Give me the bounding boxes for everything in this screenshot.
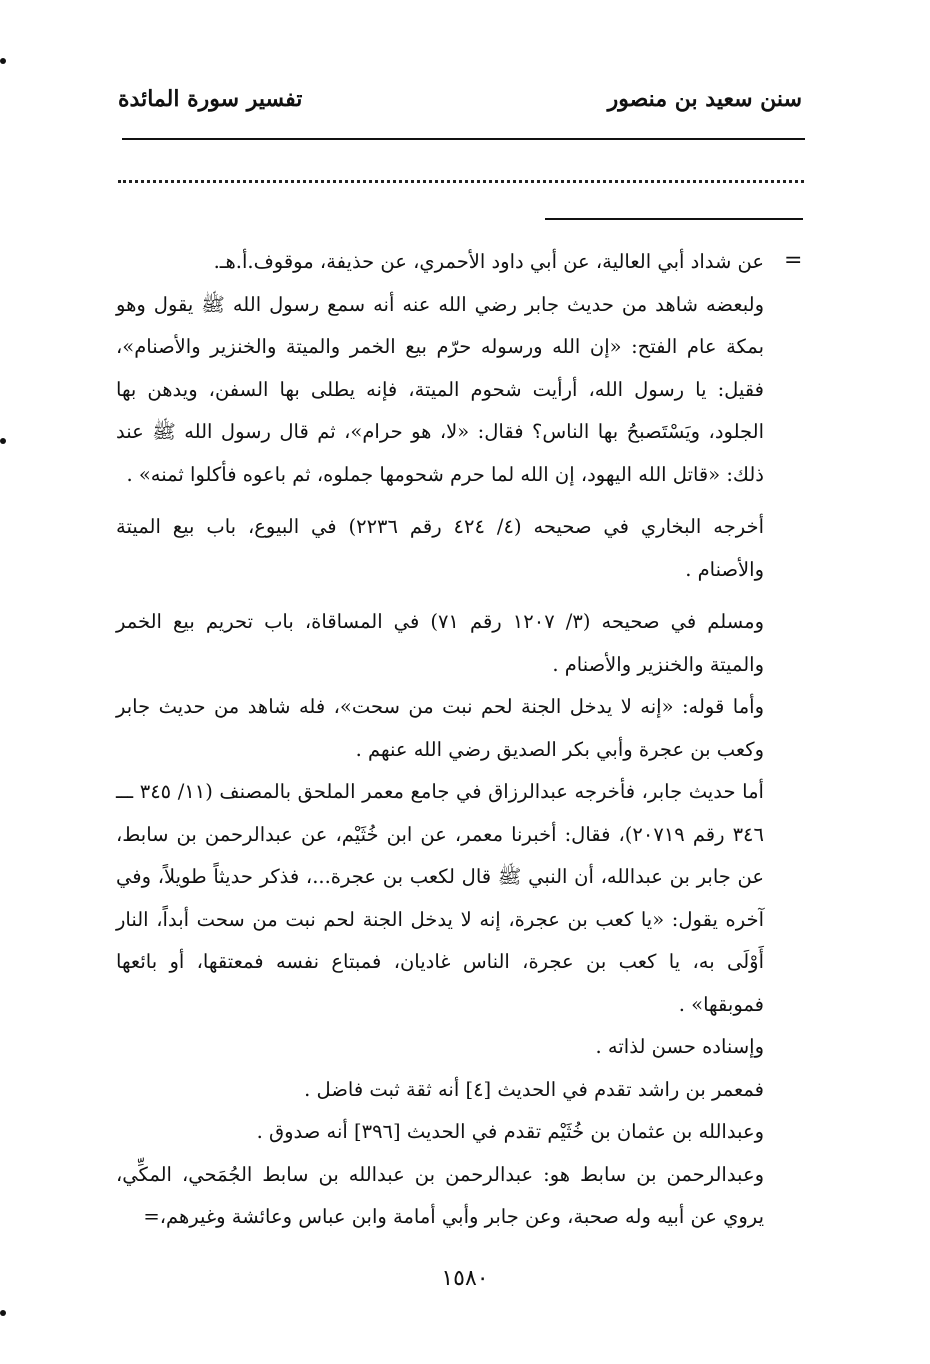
paragraph: وأما قوله: «إنه لا يدخل الجنة لحم نبت من سحت»، فله شاهد من حديث جابر وكعب بن عجرة وأبي بكر الصديق رضي الله عنهم .: [116, 695, 764, 761]
paragraph: وإسناده حسن لذاته .: [595, 1035, 764, 1058]
paragraph: فمعمر بن راشد تقدم في الحديث [٤] أنه ثقة ثبت فاضل .: [304, 1077, 764, 1101]
paragraph: عن شداد أبي العالية، عن أبي داود الأحمري، عن حذيفة، موقوف.أ.هـ.: [213, 250, 764, 273]
book-title: سنن سعيد بن منصور: [607, 86, 802, 112]
scan-mark: [0, 438, 6, 444]
chapter-title: تفسير سورة المائدة: [118, 86, 303, 112]
paragraph: أما حديث جابر، فأخرجه عبدالرزاق في جامع معمر الملحق بالمصنف (١١/ ٣٤٥ ـــ ٣٤٦ رقم ٢٠٧١٩)، فقال: أخبرنا معمر، عن ابن خُثَيْم، عن عبدالرحمن بن سابط، عن جابر بن عبدالله، أن النبي ﷺ قال لكعب بن عجرة...، فذكر حديثاً طويلاً، وفي آخره يقول: «يا كعب بن عجرة، إنه لا يدخل الجنة لحم نبت من سحت أبداً، النار أَوْلَى به، يا كعب بن عجرة، الناس غاديان، فمبتاع نفسه فمعتقها، أو بائعها فموبقها» .: [116, 780, 764, 1016]
scan-mark: [0, 58, 6, 64]
footnote-rule: [545, 218, 803, 220]
continuation-marker: =: [784, 248, 803, 273]
footnote-body: [116, 241, 764, 1239]
running-header: [118, 86, 802, 126]
paragraph: وعبدالرحمن بن سابط هو: عبدالرحمن بن عبدالله بن سابط الجُمَحي، المكِّي، يروي عن أبيه وله صحبة، وعن جابر وأبي أمامة وابن عباس وعائشة وغيرهم،=: [116, 1162, 764, 1228]
paragraph: وعبدالله بن عثمان بن خُثَيْم تقدم في الحديث [٣٩٦] أنه صدوق .: [256, 1120, 764, 1143]
paragraph: أخرجه البخاري في صحيحه (٤/ ٤٢٤ رقم ٢٢٣٦) في البيوع، باب بيع الميتة والأصنام .: [116, 515, 764, 581]
header-rule: [122, 138, 805, 140]
paragraph: ومسلم في صحيحه (٣/ ١٢٠٧ رقم ٧١) في المساقاة، باب تحريم بيع الخمر والميتة والخنزير والأصنام .: [116, 610, 764, 676]
page-number: ١٥٨٠: [441, 1266, 489, 1291]
scan-mark: [0, 1310, 6, 1316]
paragraph: ولبعضه شاهد من حديث جابر رضي الله عنه أنه سمع رسول الله ﷺ يقول وهو بمكة عام الفتح: «إن الله ورسوله حرّم بيع الخمر والميتة والخنزير والأصنام»، فقيل: يا رسول الله، أرأيت شحوم الميتة، فإنه يطلى بها السفن، ويدهن بها الجلود، ويَسْتَصبحُ بها الناس؟ فقال: «لا، هو حرام»، ثم قال رسول الله ﷺ عند ذلك: «قاتل الله اليهود، إن الله لما حرم شحومها جملوه، ثم باعوه فأكلوا ثمنه» .: [116, 292, 764, 486]
dotted-separator: [118, 180, 804, 183]
